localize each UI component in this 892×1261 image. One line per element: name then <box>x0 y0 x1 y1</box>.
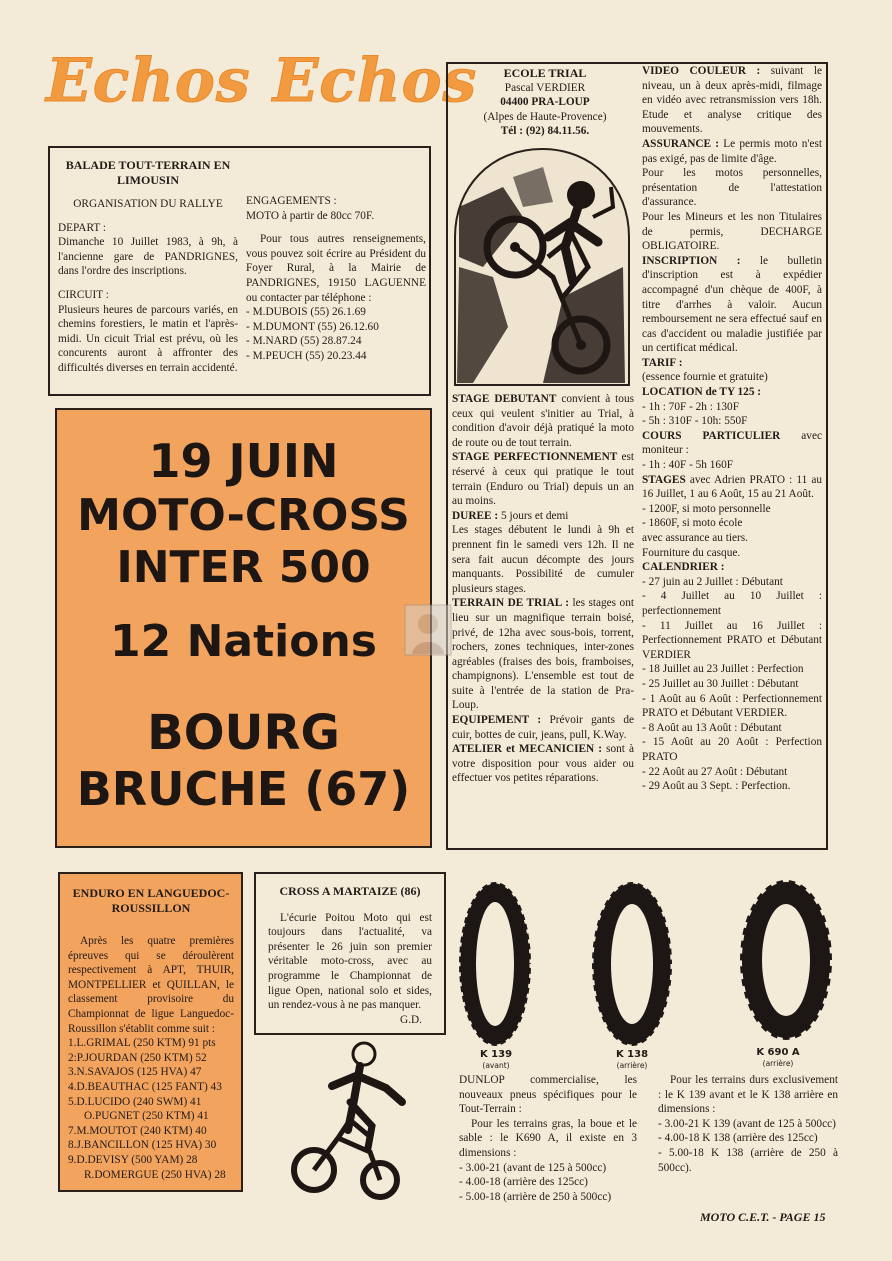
dunlop-size: - 3.00-21 (avant de 125 à 500cc) <box>459 1161 607 1174</box>
balade-engagements-heading: ENGAGEMENTS : <box>246 195 337 207</box>
enduro-result: 9.D.DEVISY (500 YAM) 28 <box>68 1153 198 1166</box>
stages-price: - 1200F, si moto personnelle <box>642 502 771 515</box>
dunlop-hard-terrain: Pour les terrains durs exclusivement : le K 139 avant et le K 138 arrière en dimensions : <box>658 1074 838 1116</box>
dunlop-column-1 <box>459 1073 637 1204</box>
balade-circuit-heading: CIRCUIT : <box>58 288 109 301</box>
cours-heading: COURS PARTICULIER <box>642 429 781 442</box>
tyre-position: (arrière) <box>616 1061 648 1070</box>
ecole-title: ECOLE TRIAL <box>503 66 587 80</box>
stage-debutant-heading: STAGE DEBUTANT <box>452 393 557 405</box>
dunlop-size: - 3.00-21 K 139 (avant de 125 à 500cc) <box>658 1117 836 1130</box>
enduro-result: 2:P.JOURDAN (250 KTM) 52 <box>68 1051 207 1064</box>
dunlop-column-2 <box>658 1073 838 1175</box>
page-footer: MOTO C.E.T. - PAGE 15 <box>700 1210 826 1224</box>
dunlop-size: - 4.00-18 K 138 (arrière des 125cc) <box>658 1132 818 1145</box>
tyre-position: (avant) <box>482 1061 510 1070</box>
balade-contact: - M.PEUCH (55) 20.23.44 <box>246 349 367 362</box>
tyre-position: (arrière) <box>762 1059 794 1068</box>
calendar-entry: - 11 Juillet au 16 Juillet : Perfectionnement PRATO et Débutant VERDIER <box>642 619 822 661</box>
cross-title: CROSS A MARTAIZE (86) <box>279 884 421 898</box>
tyre-name: K 690 A <box>756 1047 800 1058</box>
inscription-heading: INSCRIPTION : <box>642 254 741 267</box>
cross-martaize-article <box>254 872 446 1035</box>
terrain-heading: TERRAIN DE TRIAL : <box>452 597 569 610</box>
duree-text: Les stages débutent le lundi à 9h et prennent fin le samedi vers 12h. Il ne sera fait aucun décompte des jours manquants. Possibilité de cumuler plusieurs stages. <box>452 524 634 595</box>
stage-perf-heading: STAGE PERFECTIONNEMENT <box>452 451 618 464</box>
duree-heading: DUREE : <box>452 509 499 522</box>
event-poster <box>55 408 432 848</box>
page-headline: Echos Echos <box>46 46 478 116</box>
dunlop-size: - 4.00-18 (arrière des 125cc) <box>459 1176 588 1189</box>
calendar-entry: - 22 Août au 27 Août : Débutant <box>642 765 788 778</box>
assurance-heading: ASSURANCE : <box>642 137 720 150</box>
atelier-text: sont à votre disposition pour vous aider ou effectuer vos petites réparations. <box>452 743 635 785</box>
video-heading: VIDEO COULEUR : <box>642 65 761 77</box>
balade-contact: - M.NARD (55) 28.87.24 <box>246 335 362 348</box>
balade-contact: - M.DUMONT (55) 26.12.60 <box>246 320 379 333</box>
equipement-text: Prévoir gants de cuir, bottes de cuir, jeans, pull, K.Way. <box>452 714 634 741</box>
tarif-text: (essence fournie et gratuite) <box>642 371 768 384</box>
calendar-entry: - 8 Août au 13 Août : Débutant <box>642 721 782 734</box>
balade-depart-heading: DEPART : <box>58 221 106 234</box>
motocross-rider-illustration <box>290 1040 418 1200</box>
event-nations: 12 Nations <box>110 616 377 667</box>
location-heading: LOCATION de TY 125 : <box>642 386 762 399</box>
tyre-name: K 138 <box>615 1049 649 1060</box>
stage-perf-text: est réservé à ceux qui pratique le tout terrain (Enduro ou Trial) depuis un an au moins. <box>452 451 635 508</box>
stages-extra: Fourniture du casque. <box>642 546 741 559</box>
event-place: BOURG <box>147 705 340 761</box>
calendar-entry: - 29 Août au 3 Sept. : Perfection. <box>642 780 791 793</box>
video-text: suivant le niveau, un à deux après-midi, filmage en vidéo avec retransmission vers 18h. Etude et analyse critique des mouvements. <box>642 65 822 136</box>
stage-debutant-text: convient à tous ceux qui veulent s'initier au Trial, à condition d'avoir déjà pratiqué la moto de route ou de tout terrain. <box>452 393 634 449</box>
stages-heading: STAGES <box>642 473 686 486</box>
ecole-stages-column <box>452 392 634 786</box>
tarif-heading: TARIF : <box>642 356 683 369</box>
enduro-result: 5.D.LUCIDO (240 SWM) 41 <box>68 1095 202 1108</box>
balade-contact: - M.DUBOIS (55) 26.1.69 <box>246 306 366 319</box>
dunlop-intro: DUNLOP commercialise, les nouveaux pneus spécifiques pour le Tout-Terrain : <box>459 1074 637 1116</box>
location-price: - 5h : 310F - 10h: 550F <box>642 415 748 428</box>
duree-value: 5 jours et demi <box>500 509 569 522</box>
balade-title: BALADE TOUT-TERRAIN EN LIMOUSIN <box>65 158 231 187</box>
trial-rider-illustration <box>453 147 631 387</box>
event-type: MOTO-CROSS <box>77 490 410 541</box>
tyre-k139-image <box>457 880 533 1048</box>
balade-info-text: Pour tous autres renseignements, vous pouvez soit écrire au Président du Foyer Rural, à la Mairie de PANDRIGNES, 19150 LAGUENNE ou contacter par téléphone : <box>246 233 426 304</box>
calendar-entry: - 27 juin au 2 Juillet : Débutant <box>642 575 783 588</box>
calendar-entry: - 25 Juillet au 30 Juillet : Débutant <box>642 677 799 690</box>
ecole-info-column <box>642 64 822 794</box>
calendar-entry: - 18 Juillet au 23 Juillet : Perfection <box>642 663 804 676</box>
cours-text: avec moniteur : <box>642 429 822 457</box>
location-price: - 1h : 70F - 2h : 130F <box>642 400 739 413</box>
balade-depart-text: Dimanche 10 Juillet 1983, à 9h, à l'ancienne gare de PANDRIGNES, dans l'ordre des inscriptions. <box>58 236 238 278</box>
ecole-header <box>452 66 638 139</box>
dunlop-size: - 5.00-18 K 138 (arrière de 250 à 500cc). <box>658 1146 838 1174</box>
tyre-k690a-label <box>748 1047 808 1069</box>
assurance-text: Le permis moto n'est pas exigé, pas de limite d'âge. <box>642 137 823 165</box>
tyre-k138-label <box>606 1049 658 1071</box>
ecole-phone: Tél : (92) 84.11.56. <box>500 125 590 138</box>
ecole-city: 04400 PRA-LOUP <box>500 96 590 109</box>
enduro-result: 3.N.SAVAJOS (125 HVA) 47 <box>68 1066 202 1079</box>
enduro-result: 1.L.GRIMAL (250 KTM) 91 pts <box>68 1037 216 1050</box>
enduro-result: 8.J.BANCILLON (125 HVA) 30 <box>68 1139 217 1152</box>
calendar-entry: - 15 Août au 20 Août : Perfection PRATO <box>642 736 822 763</box>
portrait-stamp-image <box>404 604 452 656</box>
event-class: INTER 500 <box>116 542 371 593</box>
inscription-text: le bulletin d'inscription est à expédier accompagné d'un chèque de 400F, à titre d'arrhes à valoir. Aucun remboursement ne sera effectué sauf en cas d'accident ou maladie justifiée par un certificat médical. <box>642 254 822 355</box>
tyre-k138-image <box>590 880 674 1048</box>
enduro-result: O.PUGNET (250 KTM) 41 <box>84 1110 209 1123</box>
calendar-entry: - 1 Août au 6 Août : Perfectionnement PRATO et Débutant VERDIER. <box>642 692 822 720</box>
balade-circuit-text: Plusieurs heures de parcours variés, en chemins forestiers, le matin et l'après-midi. Un cicuit Trial est prévu, où les concurents auront à affronter des difficultés diverses en terrain accidenté. <box>58 303 238 374</box>
enduro-title: ENDURO EN LANGUEDOC-ROUSSILLON <box>72 886 230 915</box>
calendar-entry: - 4 Juillet au 10 Juillet : perfectionnement <box>642 590 822 617</box>
atelier-heading: ATELIER et MECANICIEN : <box>452 743 603 756</box>
event-date: 19 JUIN <box>148 434 339 488</box>
tyre-k139-label <box>470 1049 522 1071</box>
assurance-text-3: Pour les Mineurs et les non Titulaires de permis, DECHARGE OBLIGATOIRE. <box>642 210 822 253</box>
enduro-intro: Après les quatre premières épreuves qui se déroulèrent respectivement à APT, THUIR, MONTPELLIER et QUILLAN, le classement provisoire du Championnat de ligue Languedoc-Roussillon s'établit comme suit : <box>68 935 234 1035</box>
dunlop-soft-terrain: Pour les terrains gras, la boue et le sable : le K690 A, il existe en 3 dimensions : <box>459 1117 637 1159</box>
cross-signature: G.D. <box>400 1013 422 1026</box>
enduro-result: 4.D.BEAUTHAC (125 FANT) 43 <box>68 1080 222 1093</box>
cross-text: L'écurie Poitou Moto qui est toujours dans l'actualité, va présenter le 26 juin son premier véritable moto-cross, avec au programme le Championnat de ligue Open, national solo et sides, un rendez-vous à ne pas manquer. <box>268 911 432 1012</box>
terrain-text: les stages ont lieu sur un magnifique terrain boisé, privé, de 12ha avec sous-bois, torrent, rochers, zones techniques, inter-zones agréables (fraises des bois, framboises, champignons). L'ensemble est tout de suite à l'entrée de la station de Pra-Loup. <box>452 597 634 712</box>
balade-org: ORGANISATION DU RALLYE <box>73 198 223 210</box>
balade-article <box>48 146 431 396</box>
cours-prices: - 1h : 40F - 5h 160F <box>642 459 734 472</box>
ecole-name: Pascal VERDIER <box>504 81 586 94</box>
balade-engagements-text: MOTO à partir de 80cc 70F. <box>246 209 375 222</box>
enduro-article <box>58 872 243 1192</box>
event-place-region: BRUCHE (67) <box>76 762 411 816</box>
dunlop-size: - 5.00-18 (arrière de 250 à 500cc) <box>459 1190 612 1203</box>
stages-price: - 1860F, si moto école <box>642 517 743 530</box>
equipement-heading: EQUIPEMENT : <box>452 714 542 727</box>
enduro-result: R.DOMERGUE (250 HVA) 28 <box>84 1168 226 1181</box>
enduro-result: 7.M.MOUTOT (240 KTM) 40 <box>68 1124 207 1137</box>
stages-extra: avec assurance au tiers. <box>642 532 749 544</box>
assurance-text-2: Pour les motos personnelles, présentation de l'attestation d'assurance. <box>642 167 822 209</box>
tyre-name: K 139 <box>479 1049 513 1060</box>
tyre-k690a-image <box>738 878 834 1042</box>
calendrier-heading: CALENDRIER : <box>642 561 725 574</box>
stages-text: avec Adrien PRATO : 11 au 16 Juillet, 1 au 6 Août, 15 au 21 Août. <box>642 473 822 501</box>
ecole-region: (Alpes de Haute-Provence) <box>483 110 607 123</box>
